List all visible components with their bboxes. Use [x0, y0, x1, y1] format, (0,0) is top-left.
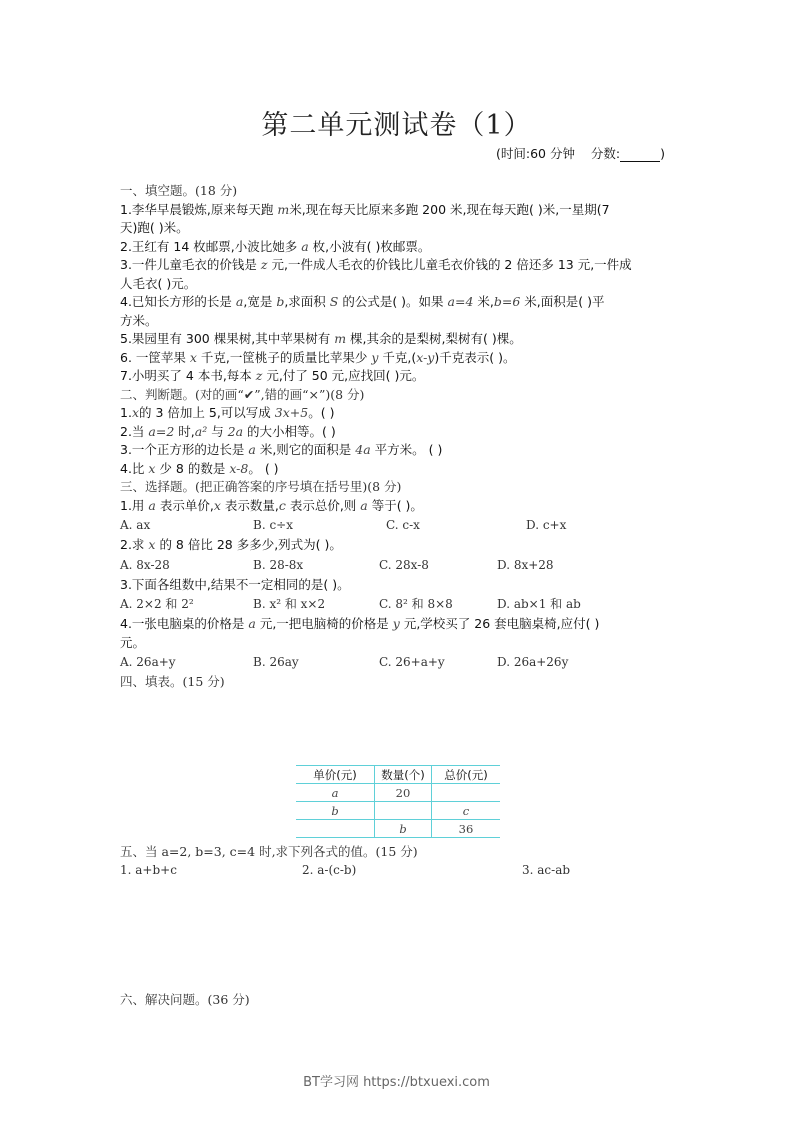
section-6-heading: 六、解决问题。(36 分): [120, 992, 250, 1007]
expression-3: 3. ac-ab: [522, 863, 571, 877]
table-cell: b: [296, 802, 375, 820]
table-row: [296, 802, 500, 820]
page-title: 第二单元测试卷（1）: [261, 110, 532, 141]
s1-question-1-cont: 天)跑( )米。: [120, 220, 189, 235]
expression-1: 1. a+b+c: [120, 863, 177, 877]
header-total-price: 总价(元): [432, 766, 501, 784]
s1-question-3-cont: 人毛衣( )元。: [120, 275, 197, 291]
s1-question-3: 3.一件儿童毛衣的价钱是 z 元,一件成人毛衣的价钱比儿童毛衣价钱的 2 倍还多 13 元,一件成: [120, 257, 632, 272]
option-a[interactable]: A. 2×2 和 2²: [120, 597, 194, 612]
s1-question-2: 2.王红有 14 枚邮票,小波比她多 a 枚,小波有( )枚邮票。: [120, 238, 431, 254]
s3-q1-options: [120, 515, 680, 536]
s2-question-1: 1.x的 3 倍加上 5,可以写成 3x+5。( ): [120, 405, 335, 420]
header-unit-price: 单价(元): [296, 766, 375, 784]
score-blank[interactable]: [620, 149, 660, 162]
time-score-info: (时间:60 分钟 分数: ): [496, 146, 665, 161]
option-d[interactable]: D. 8x+28: [497, 557, 554, 572]
s1-question-1: 1.李华早晨锻炼,原来每天跑 m米,现在每天比原来多跑 200 米,现在每天跑( )米,一星期(7: [120, 201, 610, 217]
table-cell: b: [375, 820, 432, 838]
option-b[interactable]: B. 28-8x: [253, 557, 304, 572]
s3-question-2: 2.求 x 的 8 倍比 28 多多少,列式为( )。: [120, 537, 342, 552]
option-c[interactable]: C. c-x: [386, 518, 420, 533]
option-d[interactable]: D. 26a+26y: [497, 655, 569, 670]
section-5-heading: 五、当 a=2, b=3, c=4 时,求下列各式的值。(15 分): [120, 844, 418, 859]
table-cell-blank[interactable]: [296, 820, 375, 838]
expression-2: 2. a-(c-b): [302, 863, 357, 877]
s3-question-3: 3.下面各组数中,结果不一定相同的是( )。: [120, 576, 350, 592]
s1-question-4-cont: 方米。: [120, 312, 158, 328]
s1-question-7: 7.小明买了 4 本书,每本 z 元,付了 50 元,应找回( )元。: [120, 368, 425, 383]
section-3-heading: 三、选择题。(把正确答案的序号填在括号里)(8 分): [120, 479, 402, 494]
option-b[interactable]: B. c÷x: [253, 518, 293, 533]
table-cell: 36: [432, 820, 501, 838]
option-d[interactable]: D. ab×1 和 ab: [497, 597, 581, 612]
s2-question-2: 2.当 a=2 时,a² 与 2a 的大小相等。( ): [120, 423, 336, 439]
s3-q3-options: [120, 594, 680, 615]
table-cell-blank[interactable]: [375, 802, 432, 820]
table-row: [296, 784, 500, 802]
header-quantity: 数量(个): [375, 766, 432, 784]
section-4-heading: 四、填表。(15 分): [120, 674, 225, 689]
section-2-heading: 二、判断题。(对的画“✔”,错的画“×”)(8 分): [120, 386, 365, 402]
score-label: 分数:: [590, 146, 621, 161]
table-cell: 20: [375, 784, 432, 802]
option-b[interactable]: B. 26ay: [253, 655, 299, 670]
s1-question-5: 5.果园里有 300 棵果树,其中苹果树有 m 棵,其余的是梨树,梨树有( )棵。: [120, 331, 522, 346]
option-d[interactable]: D. c+x: [526, 518, 567, 533]
test-content: [120, 182, 680, 692]
table-header-row: [296, 766, 500, 784]
option-a[interactable]: A. ax: [120, 518, 151, 533]
option-c[interactable]: C. 28x-8: [379, 557, 429, 572]
s1-question-6: 6. 一筐苹果 x 千克,一筐桃子的质量比苹果少 y 千克,(x-y)千克表示( )。: [120, 349, 516, 365]
s2-question-3: 3.一个正方形的边长是 a 米,则它的面积是 4a 平方米。 ( ): [120, 442, 443, 457]
s3-q4-options: [120, 652, 680, 673]
s2-question-4: 4.比 x 少 8 的数是 x-8。 ( ): [120, 460, 279, 476]
s3-question-4-cont: 元。: [120, 634, 146, 650]
option-b[interactable]: B. x² 和 x×2: [253, 597, 326, 612]
option-a[interactable]: A. 8x-28: [120, 557, 170, 572]
option-c[interactable]: C. 26+a+y: [379, 655, 445, 670]
s3-q2-options: [120, 555, 680, 576]
table-cell: a: [296, 784, 375, 802]
s5-expressions: [120, 861, 570, 880]
section-5: [120, 842, 570, 880]
option-a[interactable]: A. 26a+y: [120, 655, 176, 670]
fill-in-table: [296, 765, 500, 838]
s3-question-4: 4.一张电脑桌的价格是 a 元,一把电脑椅的价格是 y 元,学校买了 26 套电脑桌椅,应付( ): [120, 616, 600, 631]
s1-question-4: 4.已知长方形的长是 a,宽是 b,求面积 S 的公式是( )。如果 a=4 米,b=6 米,面积是( )平: [120, 294, 605, 309]
s3-question-1: 1.用 a 表示单价,x 表示数量,c 表示总价,则 a 等于( )。: [120, 497, 423, 513]
watermark: BT学习网 https://btxuexi.com: [303, 1075, 490, 1090]
time-label: (时间:60 分钟: [496, 146, 575, 161]
table-cell: c: [432, 802, 501, 820]
section-1-heading: 一、填空题。(18 分): [120, 183, 238, 198]
table-cell-blank[interactable]: [432, 784, 501, 802]
option-c[interactable]: C. 8² 和 8×8: [379, 597, 453, 612]
table-row: [296, 820, 500, 838]
